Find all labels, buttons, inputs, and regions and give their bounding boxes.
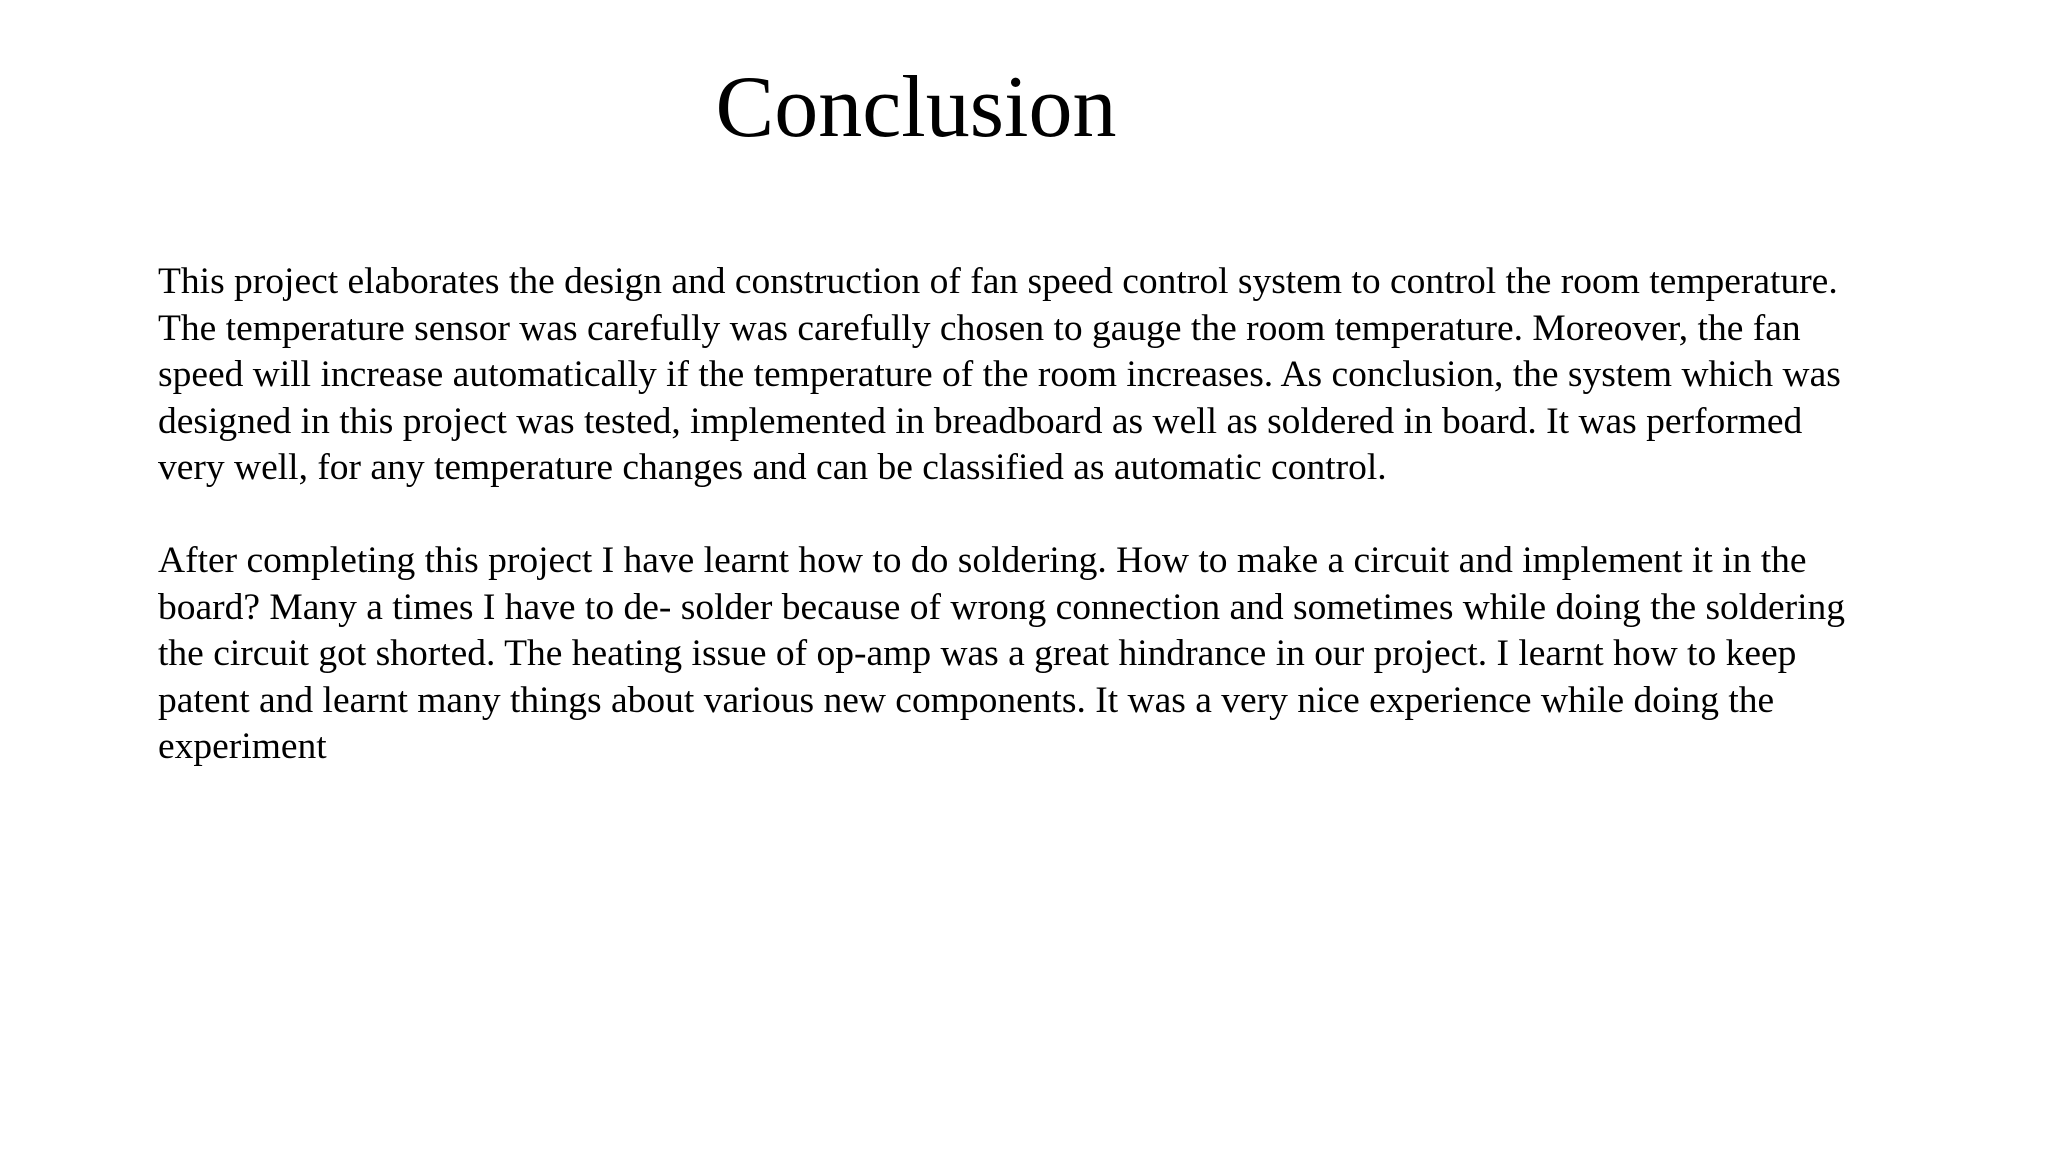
slide-title: Conclusion [715, 59, 1117, 156]
paragraph-experience [158, 538, 1918, 771]
text-line: This project elaborates the design and construction of fan speed control system to control the room temperature. [158, 261, 1838, 302]
text-line: the circuit got shorted. The heating issue of op-amp was a great hindrance in our project. I learnt how to keep [158, 633, 1797, 674]
paragraph-summary [158, 259, 1918, 492]
text-line: designed in this project was tested, implemented in breadboard as well as soldered in board. It was performed [158, 400, 1803, 442]
slide-body [158, 259, 1918, 771]
text-line: experiment [158, 726, 327, 767]
text-line: very well, for any temperature changes and can be classified as automatic control. [158, 447, 1387, 488]
text-line: patent and learnt many things about various new components. It was a very nice experience while doing the [158, 679, 1775, 721]
text-line: After completing this project I have learnt how to do soldering. How to make a circuit and implement it in the [158, 540, 1807, 581]
text-line: board? Many a times I have to de- solder because of wrong connection and sometimes while doing the soldering [158, 586, 1846, 628]
text-line: The temperature sensor was carefully was carefully chosen to gauge the room temperature. Moreover, the fan [158, 307, 1801, 349]
text-line: speed will increase automatically if the temperature of the room increases. As conclusion, the system which was [158, 354, 1841, 395]
